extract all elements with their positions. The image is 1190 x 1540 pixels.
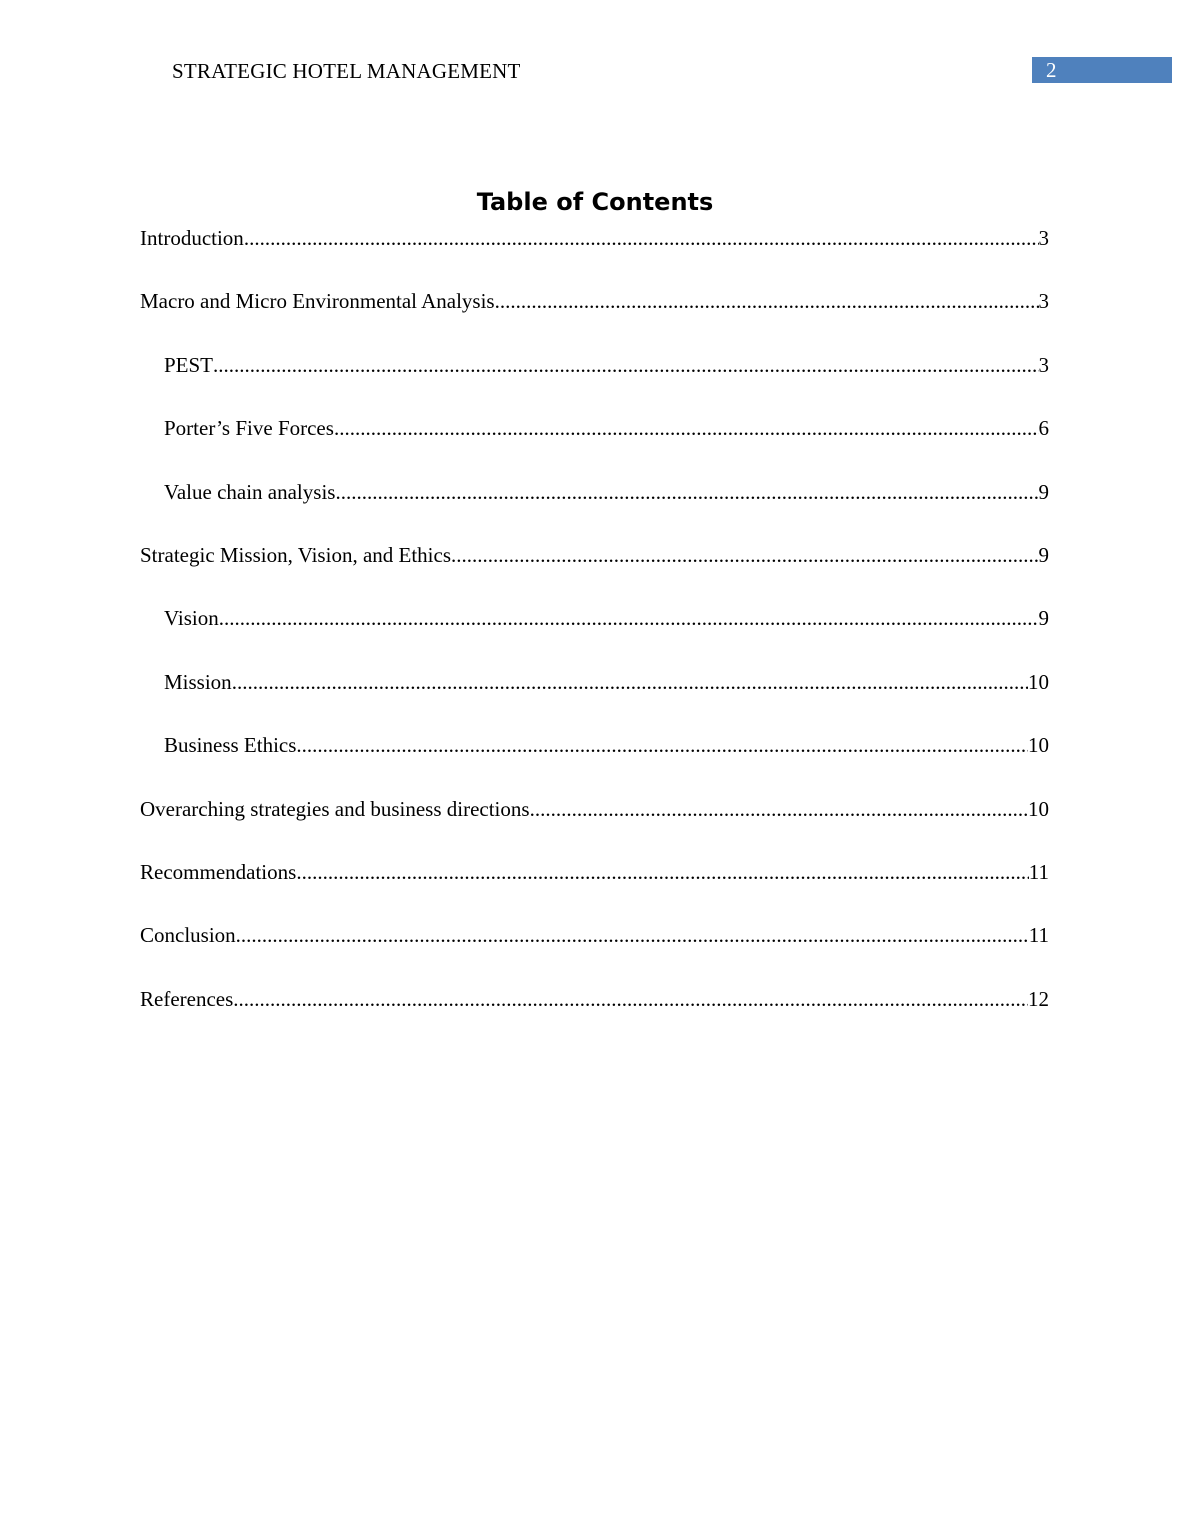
page-header [0, 0, 1190, 100]
toc-entry-value-chain-analysis[interactable] [140, 476, 1049, 539]
toc-entry-label: Conclusion [140, 923, 236, 948]
toc-entry-page: 3 [1038, 289, 1049, 314]
toc-entry-macro-micro-analysis[interactable] [140, 285, 1049, 348]
toc-dot-leader [296, 856, 1028, 888]
toc-entry-strategic-mission[interactable] [140, 539, 1049, 602]
toc-entry-introduction[interactable] [140, 222, 1049, 285]
toc-entry-label: Strategic Mission, Vision, and Ethics [140, 542, 452, 567]
toc-entry-page: 10 [1028, 796, 1049, 821]
toc-entry-label: References [140, 986, 234, 1011]
toc-entry-overarching-strategies[interactable] [140, 793, 1049, 856]
toc-entry-label: Macro and Micro Environmental Analysis [140, 289, 495, 314]
toc-entry-label: Porter’s Five Forces [164, 416, 334, 441]
toc-dot-leader [334, 412, 1039, 444]
toc-entry-page: 11 [1028, 859, 1049, 884]
toc-dot-leader [213, 349, 1038, 381]
toc-entry-label: Mission [164, 669, 232, 694]
page-number-box [1032, 57, 1172, 83]
toc-dot-leader [219, 602, 1039, 634]
toc-dot-leader [335, 476, 1038, 508]
toc-entry-label: Value chain analysis [164, 479, 336, 504]
toc-entry-page: 6 [1038, 416, 1049, 441]
toc-entry-label: Vision [164, 606, 219, 631]
toc-entry-business-ethics[interactable] [140, 729, 1049, 792]
toc-entry-page: 3 [1038, 226, 1049, 250]
toc-entry-page: 9 [1038, 479, 1049, 504]
toc-entry-page: 12 [1028, 986, 1049, 1011]
toc-entry-page: 9 [1038, 606, 1049, 631]
toc-dot-leader [233, 983, 1028, 1015]
toc-dot-leader [236, 919, 1029, 951]
toc-entry-page: 3 [1038, 352, 1049, 377]
table-of-contents [140, 222, 1049, 1046]
toc-entry-mission[interactable] [140, 666, 1049, 729]
toc-entry-label: Business Ethics [164, 733, 297, 758]
toc-title: Table of Contents [476, 188, 714, 216]
toc-entry-label: Overarching strategies and business directions [140, 796, 530, 821]
toc-entry-recommendations[interactable] [140, 856, 1049, 919]
toc-dot-leader [530, 793, 1028, 825]
toc-entry-page: 10 [1028, 669, 1049, 694]
toc-entry-label: PEST [164, 352, 214, 377]
toc-entry-page: 11 [1028, 923, 1049, 948]
toc-entry-page: 9 [1038, 542, 1049, 567]
toc-dot-leader [296, 729, 1028, 761]
toc-entry-page: 10 [1028, 733, 1049, 758]
toc-entry-porters-five-forces[interactable] [140, 412, 1049, 475]
toc-entry-pest[interactable] [140, 349, 1049, 412]
toc-entry-label: Recommendations [140, 859, 297, 884]
toc-entry-references[interactable] [140, 983, 1049, 1046]
toc-entry-vision[interactable] [140, 602, 1049, 665]
running-head: STRATEGIC HOTEL MANAGEMENT [172, 59, 521, 83]
toc-dot-leader [495, 285, 1039, 317]
toc-entry-conclusion[interactable] [140, 919, 1049, 982]
page-number: 2 [1046, 58, 1057, 82]
toc-dot-leader [244, 222, 1039, 254]
toc-dot-leader [451, 539, 1038, 571]
toc-entry-label: Introduction [140, 226, 244, 250]
toc-dot-leader [232, 666, 1028, 698]
